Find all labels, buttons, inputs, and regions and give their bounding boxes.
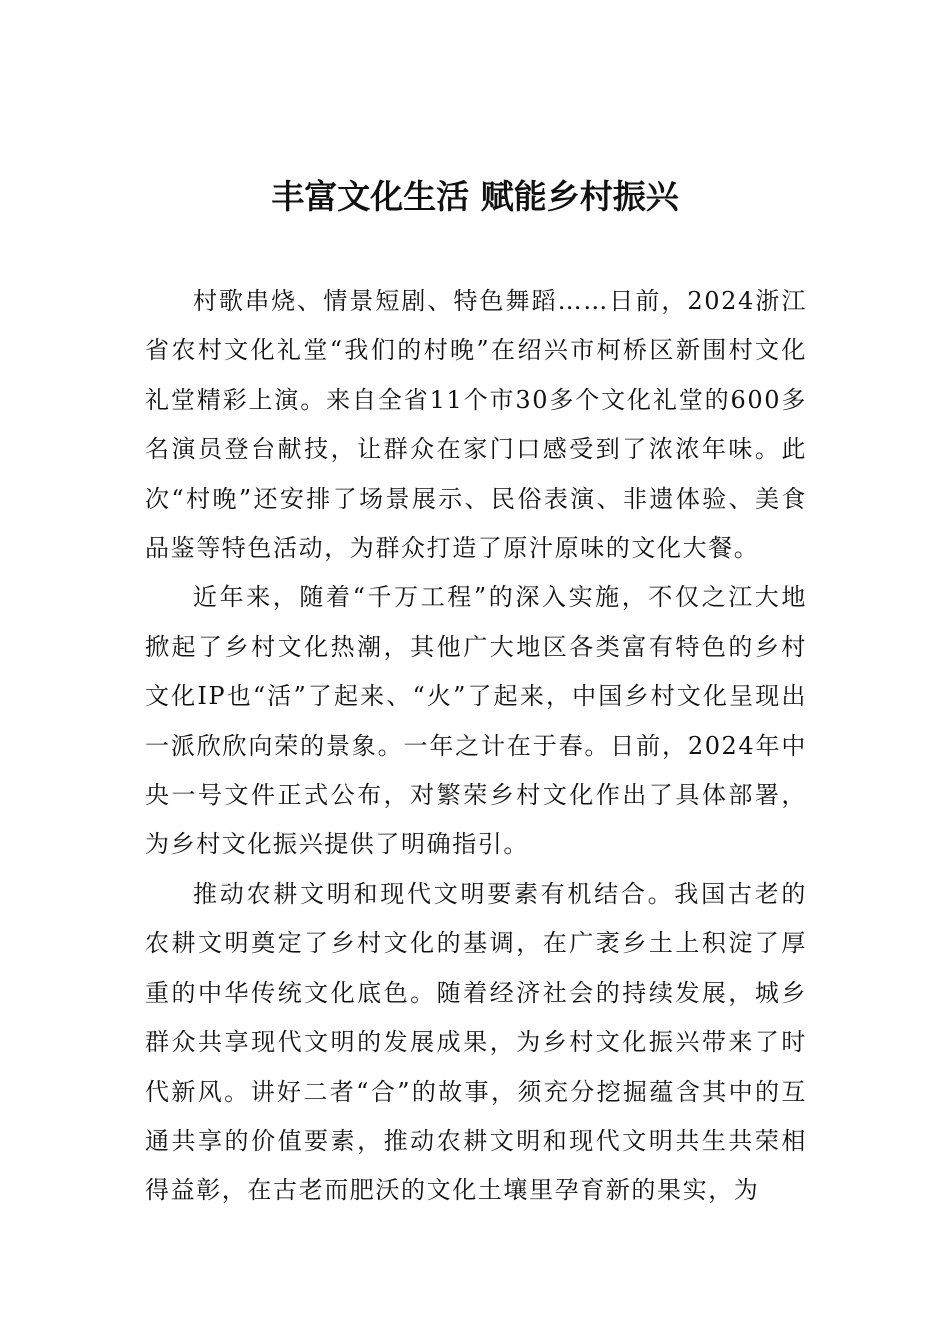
paragraph-2: 近年来，随着“千万工程”的深入实施，不仅之江大地掀起了乡村文化热潮，其他广大地区各类富有特色的乡村文化IP也“活”了起来、“火”了起来，中国乡村文化呈现出一派欣欣向荣的景象。一年之计在于春。日前，2024年中央一号文件正式公布，对繁荣乡村文化作出了具体部署，为乡村文化振兴提供了明确指引。 (145, 583, 807, 859)
paragraph-1: 村歌串烧、情景短剧、特色舞蹈……日前，2024浙江省农村文化礼堂“我们的村晚”在绍兴市柯桥区新围村文化礼堂精彩上演。来自全省11个市30多个文化礼堂的600多名演员登台献技，让群众在家门口感受到了浓浓年味。此次“村晚”还安排了场景展示、民俗表演、非遗体验、美食品鉴等特色活动，为群众打造了原汁原味的文化大餐。 (145, 287, 807, 563)
article-title: 丰富文化生活 赋能乡村振兴 (271, 177, 679, 216)
paragraph-3: 推动农耕文明和现代文明要素有机结合。我国古老的农耕文明奠定了乡村文化的基调，在广袤乡土上积淀了厚重的中华传统文化底色。随着经济社会的持续发展，城乡群众共享现代文明的发展成果，为乡村文化振兴带来了时代新风。讲好二者“合”的故事，须充分挖掘蕴含其中的互通共享的价值要素，推动农耕文明和现代文明共生共荣相得益彰，在古老而肥沃的文化土壤里孕育新的果实，为 (145, 879, 807, 1205)
article-body (145, 277, 807, 1216)
